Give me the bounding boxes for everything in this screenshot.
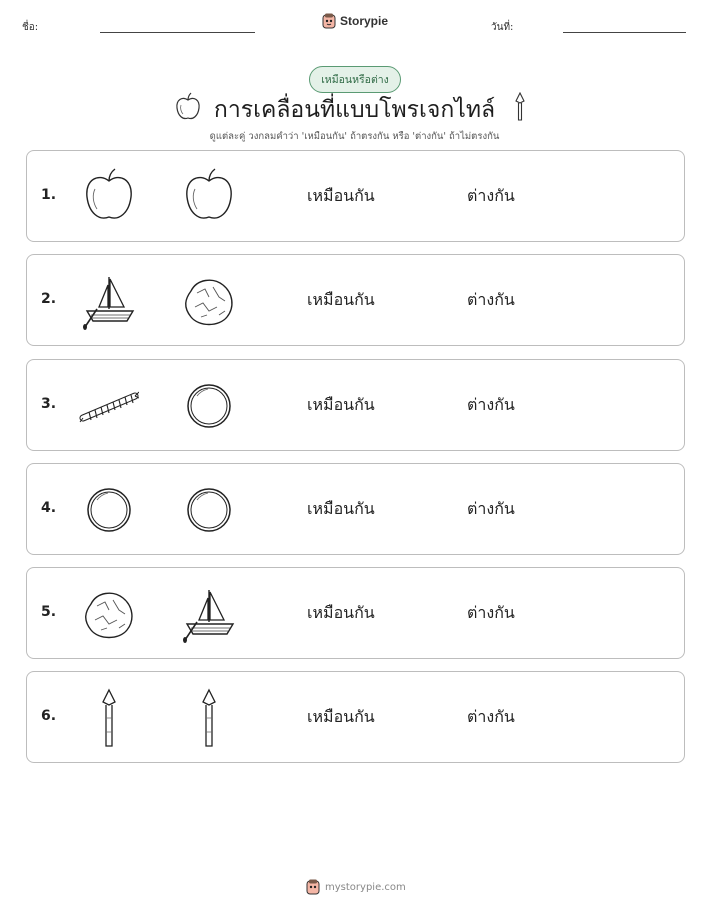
row-number: 5. — [41, 604, 57, 620]
ball-icon — [79, 480, 139, 540]
spear-icon — [513, 92, 527, 122]
storypie-mascot-icon — [322, 13, 336, 29]
storypie-mascot-icon — [306, 879, 320, 895]
different-option[interactable]: ต่างกัน — [467, 290, 515, 309]
spear-icon — [179, 688, 239, 748]
different-option[interactable]: ต่างกัน — [467, 186, 515, 205]
same-option[interactable]: เหมือนกัน — [307, 499, 375, 518]
question-row — [26, 567, 685, 659]
question-row — [26, 150, 685, 242]
row-number: 6. — [41, 708, 57, 724]
rock-icon — [79, 584, 139, 644]
name-line[interactable] — [100, 32, 255, 33]
sailboat-icon — [79, 271, 139, 331]
row-number: 3. — [41, 396, 57, 412]
question-row — [26, 671, 685, 763]
same-option[interactable]: เหมือนกัน — [307, 395, 375, 414]
different-option[interactable]: ต่างกัน — [467, 499, 515, 518]
rope-icon — [79, 376, 139, 436]
apple-icon — [79, 167, 139, 227]
footer-url: mystorypie.com — [325, 881, 406, 893]
sailboat-icon — [179, 584, 239, 644]
row-number: 2. — [41, 291, 57, 307]
question-row — [26, 254, 685, 346]
ball-icon — [179, 376, 239, 436]
apple-icon — [179, 167, 239, 227]
date-line[interactable] — [563, 32, 686, 33]
footer — [306, 879, 406, 895]
same-option[interactable]: เหมือนกัน — [307, 290, 375, 309]
different-option[interactable]: ต่างกัน — [467, 707, 515, 726]
topic-badge: เหมือนหรือต่าง — [309, 66, 401, 93]
same-option[interactable]: เหมือนกัน — [307, 603, 375, 622]
instructions: ดูแต่ละคู่ วงกลมคำว่า 'เหมือนกัน' ถ้าตรงกัน หรือ 'ต่างกัน' ถ้าไม่ตรงกัน — [209, 131, 500, 142]
row-number: 4. — [41, 500, 57, 516]
different-option[interactable]: ต่างกัน — [467, 395, 515, 414]
same-option[interactable]: เหมือนกัน — [307, 186, 375, 205]
ball-icon — [179, 480, 239, 540]
page-title: การเคลื่อนที่แบบโพรเจกไทล์ — [213, 97, 496, 123]
different-option[interactable]: ต่างกัน — [467, 603, 515, 622]
date-label: วันที่: — [491, 22, 514, 33]
same-option[interactable]: เหมือนกัน — [307, 707, 375, 726]
rock-icon — [179, 271, 239, 331]
name-label: ชื่อ: — [22, 22, 39, 33]
row-number: 1. — [41, 187, 57, 203]
brand-name: Storypie — [340, 14, 389, 28]
brand-logo — [322, 13, 388, 29]
question-row — [26, 359, 685, 451]
spear-icon — [79, 688, 139, 748]
question-row — [26, 463, 685, 555]
